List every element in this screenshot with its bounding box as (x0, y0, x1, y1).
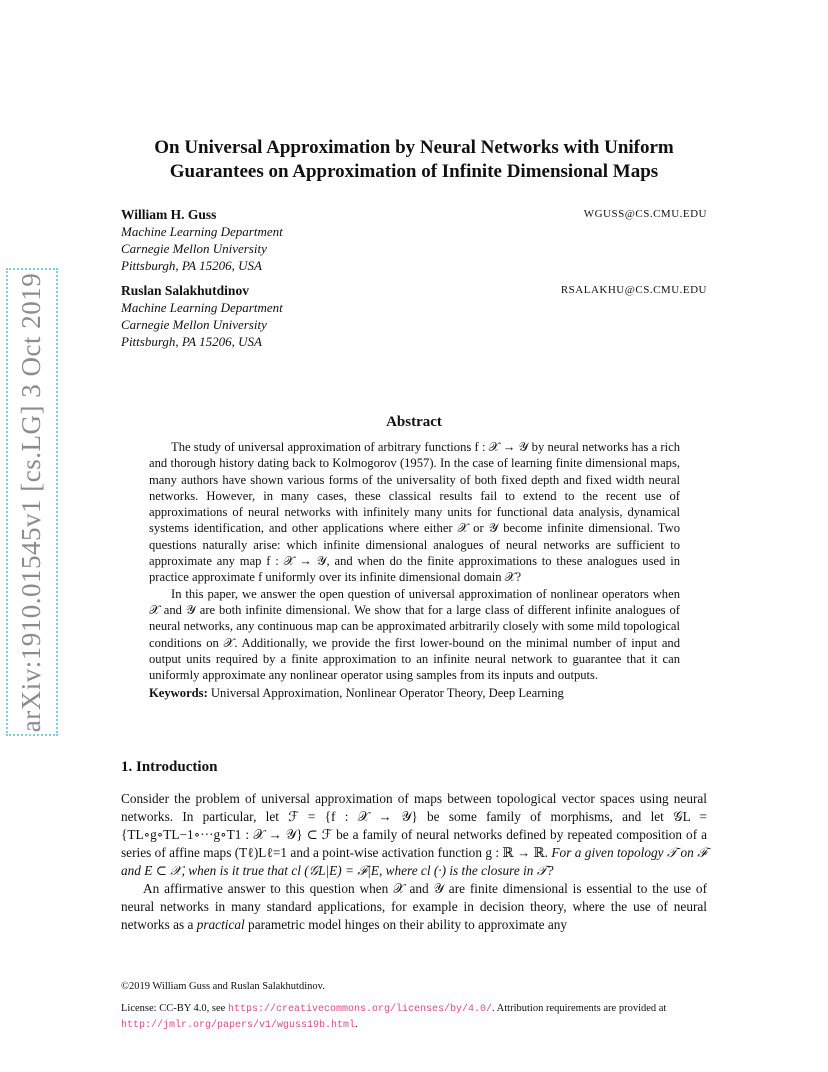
license-link[interactable]: https://creativecommons.org/licenses/by/4.0/ (227, 1004, 492, 1015)
paper-title (110, 136, 718, 184)
author-name: William H. Guss (121, 207, 217, 222)
abstract-body (149, 439, 680, 702)
abstract-heading: Abstract (386, 414, 442, 430)
intro-text: An affirmative answer to this question when 𝒳 and 𝒴 are finite dimensional is essential to the use of neural networks in many standard applications, for example in decision theory, where the use of neural networks as a (121, 881, 707, 932)
affiliation-line: Machine Learning Department (121, 300, 283, 315)
introduction-body (121, 790, 707, 934)
title-line-1: On Universal Approximation by Neural Networks with Uniform (154, 137, 674, 158)
author-name: Ruslan Salakhutdinov (121, 283, 249, 298)
keywords-line (149, 685, 680, 701)
intro-text: parametric model hinges on their ability to approximate any (248, 917, 568, 932)
author-email[interactable]: RSALAKHU@CS.CMU.EDU (560, 284, 707, 296)
license-text: . Attribution requirements are provided at (491, 1003, 667, 1014)
license-text: . (355, 1019, 358, 1030)
title-line-2: Guarantees on Approximation of Infinite Dimensional Maps (169, 161, 659, 182)
license-text: License: CC-BY 4.0, see (121, 1003, 226, 1014)
affiliation-line: Pittsburgh, PA 15206, USA (121, 258, 262, 273)
intro-paragraph-2 (121, 880, 707, 934)
intro-text: Consider the problem of universal approximation of maps between topological vector spaces using neural networks. In particular, let ℱ = {f : 𝒳 → 𝒴} be some family of morphisms, and let 𝒢L = {TL∘g∘TL−1∘···g∘T1 : 𝒳 → 𝒴} ⊂ ℱ be a family of neural networks defined by repeated composition of a series of affine maps (Tℓ)Lℓ=1 and a point-wise activation function g : ℝ → ℝ. (121, 791, 707, 860)
section-heading: 1. Introduction (121, 759, 218, 775)
affiliation-line: Machine Learning Department (121, 224, 283, 239)
intro-question: For a given topology 𝒯 on ℱ and E ⊂ 𝒳, when is it true that cl (𝒢L|E) = ℱ|E, where cl (·) is the closure in 𝒯? (121, 845, 708, 878)
author-email[interactable]: WGUSS@CS.CMU.EDU (583, 208, 707, 220)
copyright-notice: ©2019 William Guss and Ruslan Salakhutdinov. (121, 981, 325, 992)
arxiv-identifier[interactable]: arXiv:1910.01545v1 [cs.LG] 3 Oct 2019 (16, 272, 47, 732)
license-notice (121, 1001, 707, 1033)
author-block-1 (121, 206, 707, 274)
affiliation-line: Carnegie Mellon University (121, 317, 267, 332)
keywords-text: Universal Approximation, Nonlinear Operator Theory, Deep Learning (210, 686, 564, 701)
author-block-2 (121, 282, 707, 350)
intro-emphasis: practical (196, 917, 245, 932)
abstract-paragraph: In this paper, we answer the open question of universal approximation of nonlinear operators when 𝒳 and 𝒴 are both infinite dimensional. We show that for a large class of different infinite analogues of neural networks, any continuous map can be approximated arbitrarily closely with some mild topological conditions on 𝒳. Additionally, we provide the first lower-bound on the minimal number of input and output units required by a finite approximation to an infinite neural network to guarantee that it can uniformly approximate any nonlinear operator using samples from its inputs and outputs. (149, 586, 680, 683)
affiliation-line: Carnegie Mellon University (121, 241, 267, 256)
intro-paragraph-1 (121, 790, 707, 880)
abstract-paragraph: The study of universal approximation of arbitrary functions f : 𝒳 → 𝒴 by neural networks has a rich and thorough history dating back to Kolmogorov (1957). In the case of learning finite dimensional maps, many authors have shown various forms of the universality of both fixed depth and fixed width neural networks. However, in many cases, these classical results fail to extend to the recent use of approximations of neural networks with infinitely many units for functional data analysis, dynamical systems identification, and other applications where either 𝒳 or 𝒴 become infinite dimensional. Two questions naturally arise: which infinite dimensional analogues of neural networks are sufficient to approximate any map f : 𝒳 → 𝒴, and when do the finite approximations to these analogues used in practice approximate f uniformly over its infinite dimensional domain 𝒳? (149, 440, 680, 585)
affiliation-line: Pittsburgh, PA 15206, USA (121, 334, 262, 349)
attribution-link[interactable]: http://jmlr.org/papers/v1/wguss19b.html (121, 1020, 356, 1031)
arxiv-side-stamp[interactable] (6, 268, 58, 736)
keywords-label: Keywords: (149, 686, 208, 701)
